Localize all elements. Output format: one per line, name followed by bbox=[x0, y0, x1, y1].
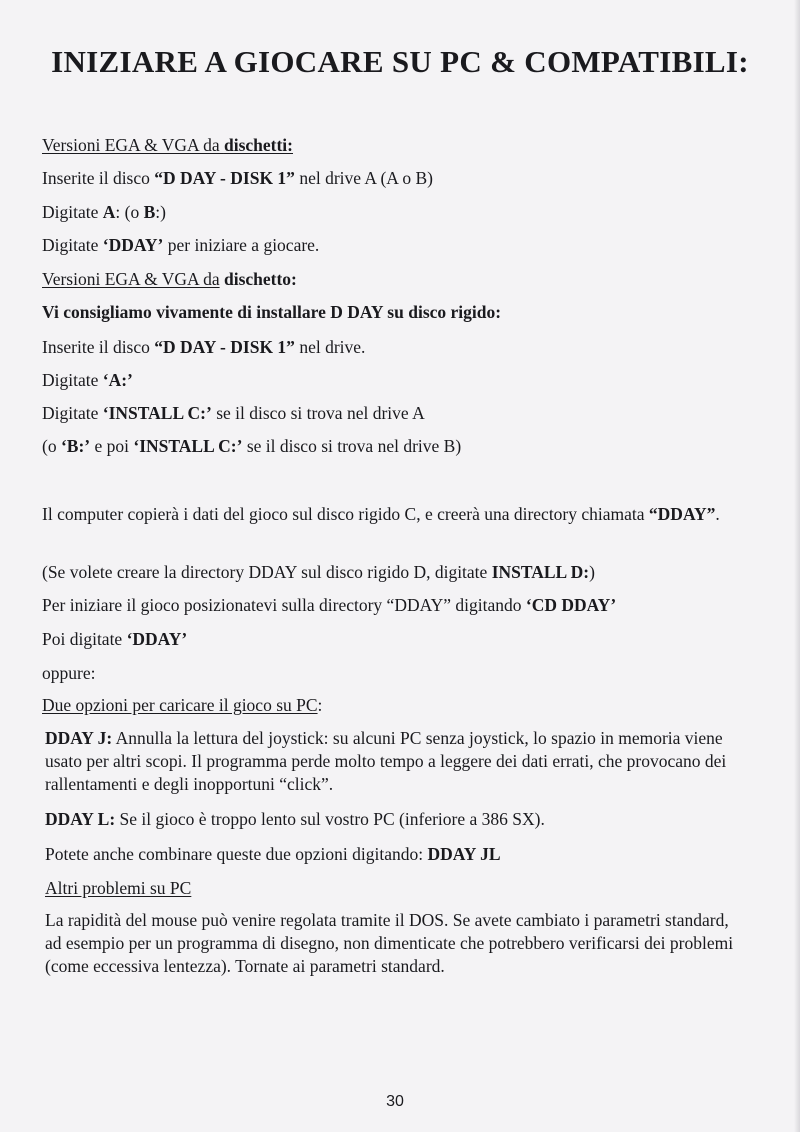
harddisk-step-insert: Inserite il disco “D DAY - DISK 1” nel drive. bbox=[42, 337, 366, 357]
page-number: 30 bbox=[386, 1093, 404, 1110]
problems-text: La rapidità del mouse può venire regolata tramite il DOS. Se avete cambiato i parametri standard, ad esempio per un programma di disegno, non dimenticate che potrebbero verificarsi dei problemi (come eccessiva lentezza). Tornate ai parametri standard. bbox=[45, 910, 734, 976]
option-combine: Potete anche combinare queste due opzioni digitando: DDAY JL bbox=[45, 844, 501, 864]
cd-instruction: Per iniziare il gioco posizionatevi sulla directory “DDAY” digitando ‘CD DDAY’ bbox=[42, 595, 617, 615]
page-edge-shadow bbox=[794, 0, 800, 1132]
floppy-step-drive: Digitate A: (o B:) bbox=[42, 202, 166, 222]
problems-heading: Altri problemi su PC bbox=[45, 878, 192, 898]
copy-info: Il computer copierà i dati del gioco sul disco rigido C, e creerà una directory chiamata “DDAY”. bbox=[42, 504, 720, 524]
harddisk-step-install-a: Digitate ‘INSTALL C:’ se il disco si trova nel drive A bbox=[42, 403, 425, 423]
floppy-heading: Versioni EGA & VGA da dischetti: bbox=[42, 135, 293, 155]
run-instruction: Poi digitate ‘DDAY’ bbox=[42, 629, 188, 649]
page-title: INIZIARE A GIOCARE SU PC & COMPATIBILI: bbox=[51, 44, 749, 79]
drive-d-note: (Se volete creare la directory DDAY sul disco rigido D, digitate INSTALL D:) bbox=[42, 562, 595, 582]
floppy-step-insert: Inserite il disco “D DAY - DISK 1” nel drive A (A o B) bbox=[42, 168, 433, 188]
options-heading: Due opzioni per caricare il gioco su PC: bbox=[42, 695, 323, 715]
or-text: oppure: bbox=[42, 663, 96, 683]
harddisk-heading: Versioni EGA & VGA da dischetto: bbox=[42, 269, 297, 289]
harddisk-advice: Vi consigliamo vivamente di installare D DAY su disco rigido: bbox=[42, 302, 502, 322]
harddisk-step-drive: Digitate ‘A:’ bbox=[42, 370, 133, 390]
floppy-step-start: Digitate ‘DDAY’ per iniziare a giocare. bbox=[42, 235, 320, 255]
option-l: DDAY L: Se il gioco è troppo lento sul vostro PC (inferiore a 386 SX). bbox=[45, 809, 545, 829]
harddisk-step-install-b: (o ‘B:’ e poi ‘INSTALL C:’ se il disco si trova nel drive B) bbox=[42, 436, 462, 456]
option-j: DDAY J: Annulla la lettura del joystick: su alcuni PC senza joystick, lo spazio in memoria viene usato per altri scopi. Il programma perde molto tempo a leggere dei dati errati, che provocano dei rallentamenti e degli inopportuni “click”. bbox=[45, 728, 727, 794]
